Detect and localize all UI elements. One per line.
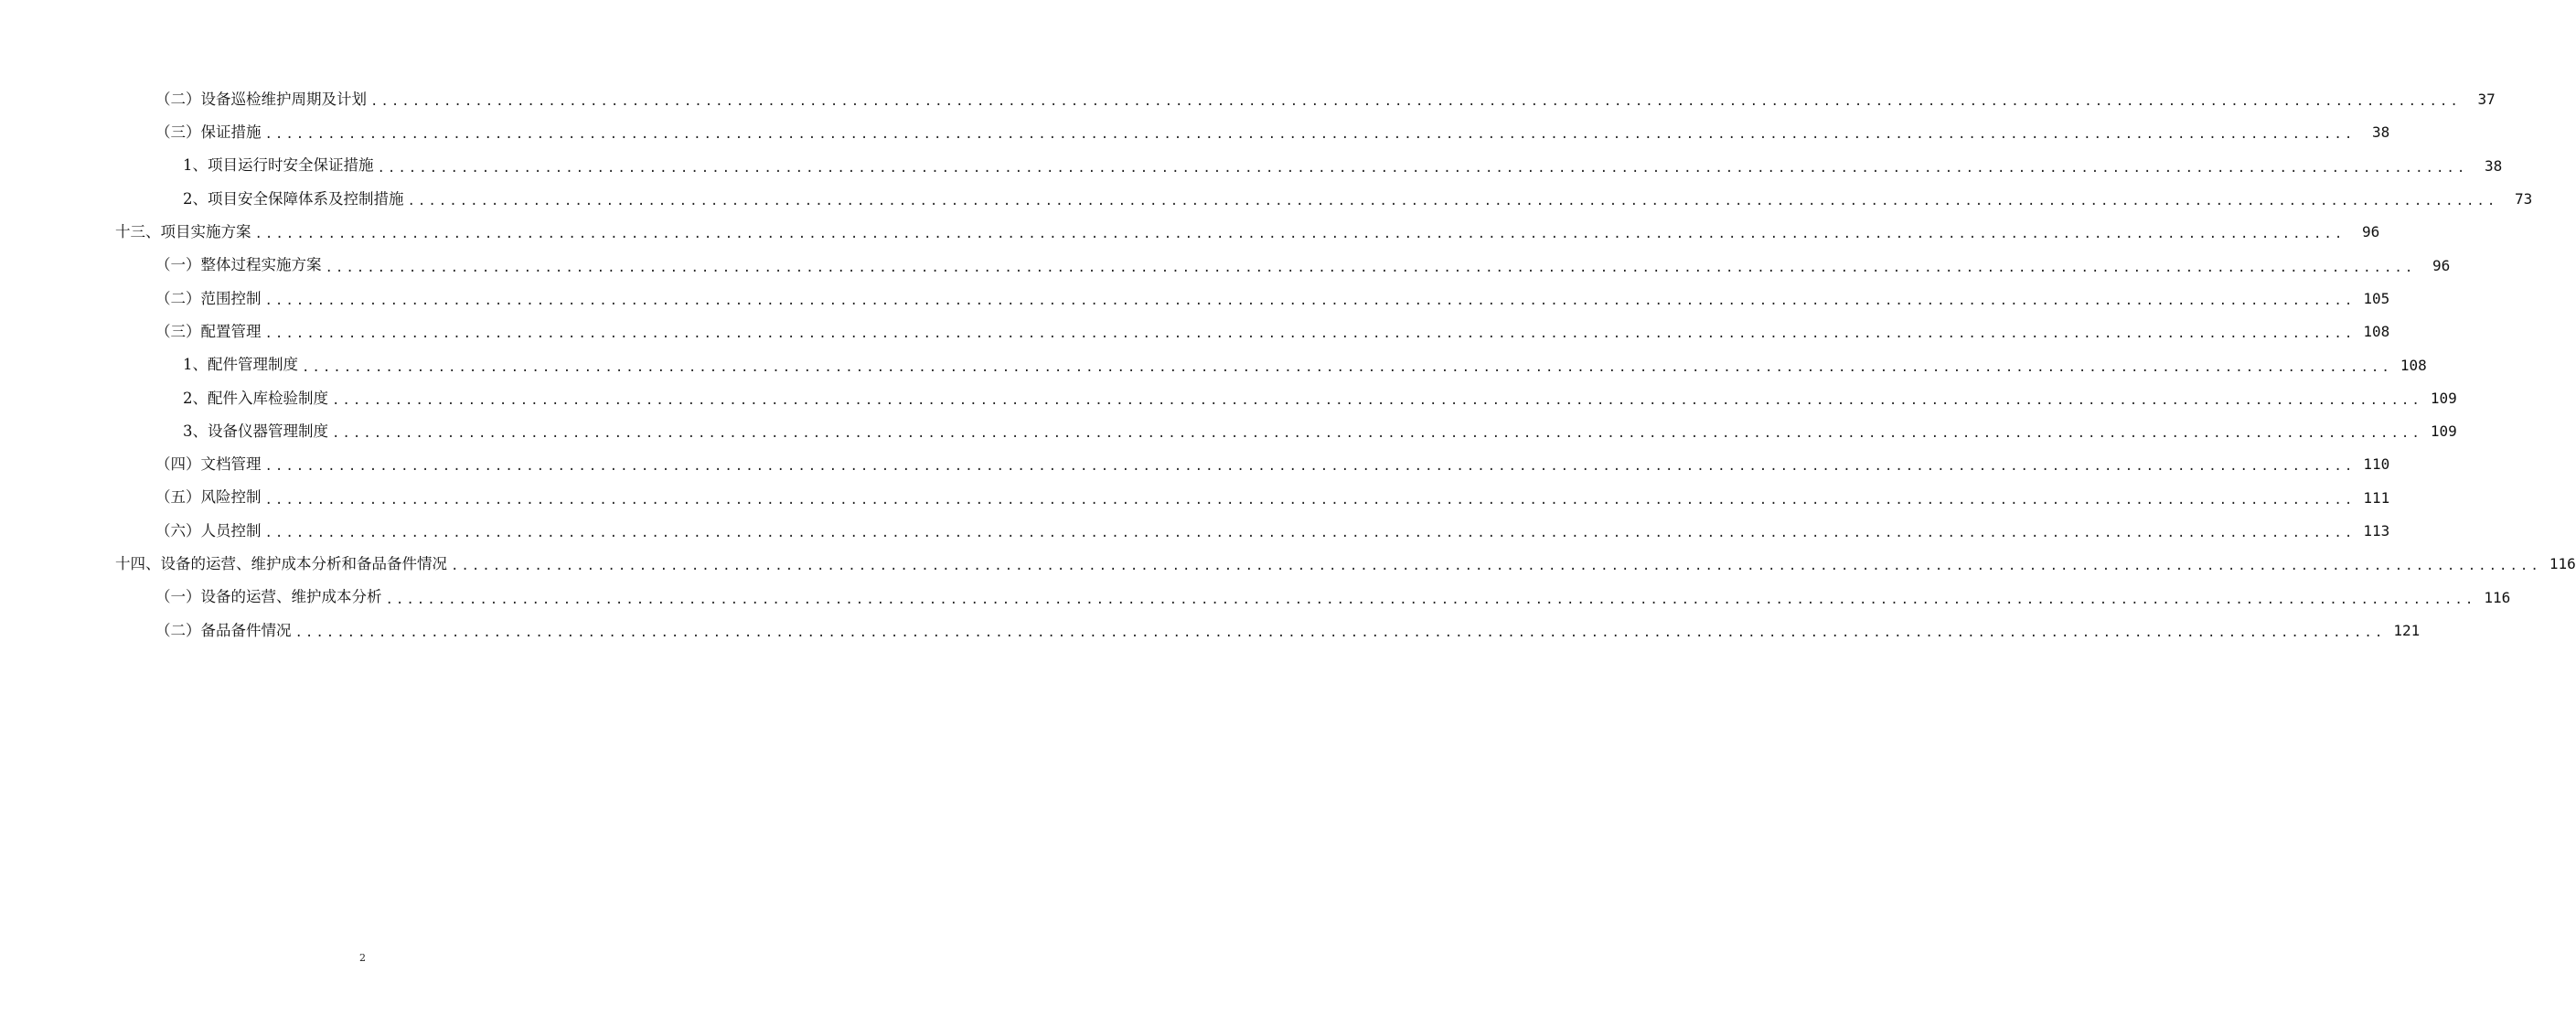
toc-entry-title: （一）整体过程实施方案 [155, 256, 322, 274]
toc-entry-title: 1、项目运行时安全保证措施 [183, 156, 374, 175]
toc-dot-leader: ........................................................................................................................................................................................................ [407, 194, 2498, 209]
toc-dot-leader: ........................................................................................................................................................................................................ [294, 625, 2386, 640]
toc-entry[interactable] [0, 348, 2427, 381]
toc-entry[interactable] [0, 382, 2457, 415]
toc-entry-page: 38 [2484, 156, 2503, 175]
toc-entry[interactable] [0, 216, 2380, 249]
toc-entry[interactable] [0, 249, 2451, 282]
page-number: 2 [359, 952, 366, 964]
toc-entry[interactable] [0, 515, 2390, 548]
toc-entry-page: 116 [2549, 555, 2576, 573]
toc-entry-page: 111 [2363, 488, 2390, 507]
toc-entry[interactable] [0, 581, 2511, 614]
toc-entry-page: 96 [2432, 256, 2451, 274]
toc-entry-page: 109 [2430, 389, 2457, 407]
toc-entry-page: 121 [2393, 621, 2421, 639]
toc-entry-title: 3、设备仪器管理制度 [183, 422, 328, 440]
toc-entry[interactable] [0, 116, 2390, 149]
toc-dot-leader: ........................................................................................................................................................................................................ [377, 160, 2468, 176]
table-of-contents [0, 83, 2576, 647]
toc-entry-title: 2、项目安全保障体系及控制措施 [183, 189, 404, 208]
toc-dot-leader: ........................................................................................................................................................................................................ [264, 459, 2356, 475]
toc-entry-page: 108 [2400, 356, 2427, 374]
toc-dot-leader: ........................................................................................................................................................................................................ [264, 492, 2356, 508]
toc-entry-title: （二）范围控制 [155, 289, 262, 307]
toc-entry-page: 108 [2363, 323, 2390, 341]
toc-entry-title: （四）文档管理 [155, 455, 262, 474]
toc-dot-leader: ........................................................................................................................................................................................................ [370, 94, 2461, 110]
toc-entry-page: 105 [2363, 289, 2390, 307]
toc-dot-leader: ........................................................................................................................................................................................................ [302, 359, 2392, 375]
toc-entry-page: 73 [2514, 190, 2533, 208]
toc-dot-leader: ........................................................................................................................................................................................................ [332, 392, 2422, 408]
toc-entry-title: （二）设备巡检维护周期及计划 [155, 90, 367, 108]
toc-entry-page: 109 [2430, 422, 2457, 441]
toc-entry[interactable] [0, 150, 2503, 183]
toc-entry[interactable] [0, 315, 2390, 348]
toc-entry-page: 116 [2484, 588, 2511, 606]
toc-entry[interactable] [0, 283, 2390, 315]
toc-entry-page: 113 [2363, 522, 2390, 540]
toc-dot-leader: ........................................................................................................................................................................................................ [385, 592, 2476, 607]
toc-dot-leader: ........................................................................................................................................................................................................ [451, 559, 2541, 574]
toc-entry-page: 38 [2371, 123, 2390, 142]
toc-entry-title: （三）保证措施 [155, 123, 262, 142]
toc-dot-leader: ........................................................................................................................................................................................................ [264, 293, 2356, 308]
toc-entry-title: （三）配置管理 [155, 322, 262, 340]
toc-dot-leader: ........................................................................................................................................................................................................ [264, 326, 2356, 342]
toc-entry[interactable] [0, 482, 2390, 515]
toc-entry-page: 37 [2477, 91, 2496, 109]
toc-entry-title: （二）备品备件情况 [155, 621, 292, 639]
toc-entry-title: 2、配件入库检验制度 [183, 389, 328, 407]
toc-entry-title: （五）风险控制 [155, 488, 262, 507]
toc-entry-page: 110 [2363, 455, 2390, 474]
toc-entry-title: （一）设备的运营、维护成本分析 [155, 588, 382, 606]
toc-entry-page: 96 [2361, 223, 2380, 241]
toc-dot-leader: ........................................................................................................................................................................................................ [332, 426, 2422, 442]
toc-entry-title: 1、配件管理制度 [183, 356, 298, 374]
toc-entry-title: 十三、项目实施方案 [115, 223, 251, 241]
toc-entry[interactable] [0, 548, 2576, 581]
toc-dot-leader: ........................................................................................................................................................................................................ [325, 260, 2416, 275]
toc-dot-leader: ........................................................................................................................................................................................................ [254, 227, 2346, 242]
toc-entry-title: 十四、设备的运营、维护成本分析和备品备件情况 [115, 555, 447, 573]
toc-entry[interactable] [0, 448, 2390, 481]
toc-entry[interactable] [0, 615, 2421, 647]
toc-entry-title: （六）人员控制 [155, 521, 262, 540]
toc-entry[interactable] [0, 83, 2496, 116]
toc-entry[interactable] [0, 183, 2533, 216]
toc-dot-leader: ........................................................................................................................................................................................................ [264, 526, 2356, 540]
toc-dot-leader: ........................................................................................................................................................................................................ [264, 127, 2356, 143]
toc-entry[interactable] [0, 415, 2457, 448]
